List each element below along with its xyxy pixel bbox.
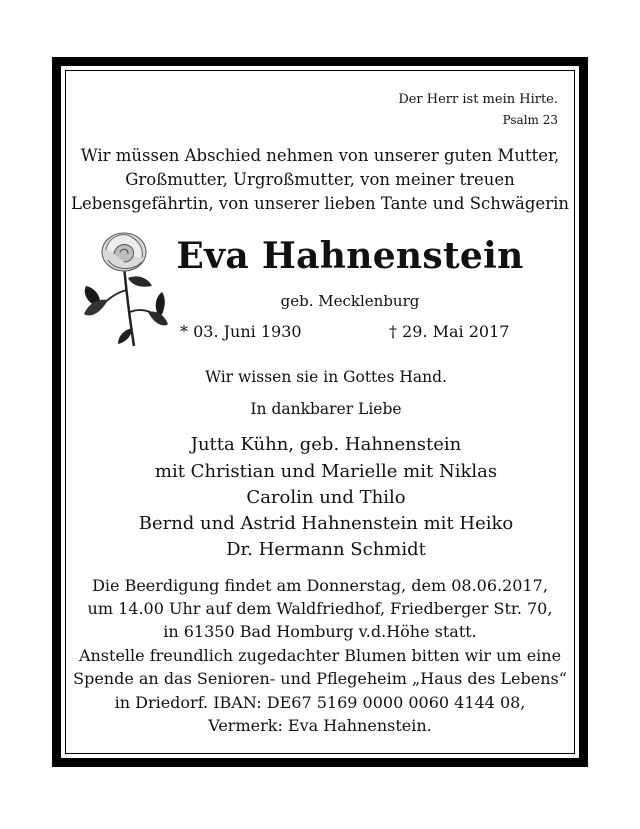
mourner-line-3: Carolin und Thilo <box>246 487 406 508</box>
funeral-info-line-3: in 61350 Bad Homburg v.d.Höhe statt. <box>163 622 477 641</box>
mourner-line-4: Bernd und Astrid Hahnenstein mit Heiko <box>138 513 514 534</box>
funeral-info-line-1: Die Beerdigung findet am Donnerstag, dem 08.06.2017, <box>92 576 548 595</box>
faith-line: Wir wissen sie in Gottes Hand. <box>205 368 447 386</box>
death-date: † 29. Mai 2017 <box>389 322 510 341</box>
funeral-info-line-2: um 14.00 Uhr auf dem Waldfriedhof, Friedberger Str. 70, <box>87 599 553 618</box>
birth-date: * 03. Juni 1930 <box>180 322 302 341</box>
funeral-info-line-7: Vermerk: Eva Hahnenstein. <box>208 716 432 735</box>
intro-line-2: Großmutter, Urgroßmutter, von meiner treuen <box>125 170 515 189</box>
deceased-name: Eva Hahnenstein <box>176 235 524 277</box>
motto-source: Psalm 23 <box>502 113 558 127</box>
motto-line: Der Herr ist mein Hirte. <box>398 92 558 107</box>
funeral-info-line-6: in Driedorf. IBAN: DE67 5169 0000 0060 4144 08, <box>114 693 526 712</box>
funeral-info-line-5: Spende an das Senioren- und Pflegeheim „Haus des Lebens“ <box>73 669 567 688</box>
closing-phrase: In dankbarer Liebe <box>250 400 402 418</box>
intro-line-3: Lebensgefährtin, von unserer lieben Tante und Schwägerin <box>70 194 569 213</box>
intro-line-1: Wir müssen Abschied nehmen von unserer guten Mutter, <box>80 146 560 165</box>
mourner-line-1: Jutta Kühn, geb. Hahnenstein <box>190 434 462 455</box>
birth-name: geb. Mecklenburg <box>280 292 420 310</box>
mourner-line-5: Dr. Hermann Schmidt <box>226 539 426 560</box>
funeral-info-line-4: Anstelle freundlich zugedachter Blumen bitten wir um eine <box>78 646 562 665</box>
mourner-line-2: mit Christian und Marielle mit Niklas <box>154 461 498 482</box>
